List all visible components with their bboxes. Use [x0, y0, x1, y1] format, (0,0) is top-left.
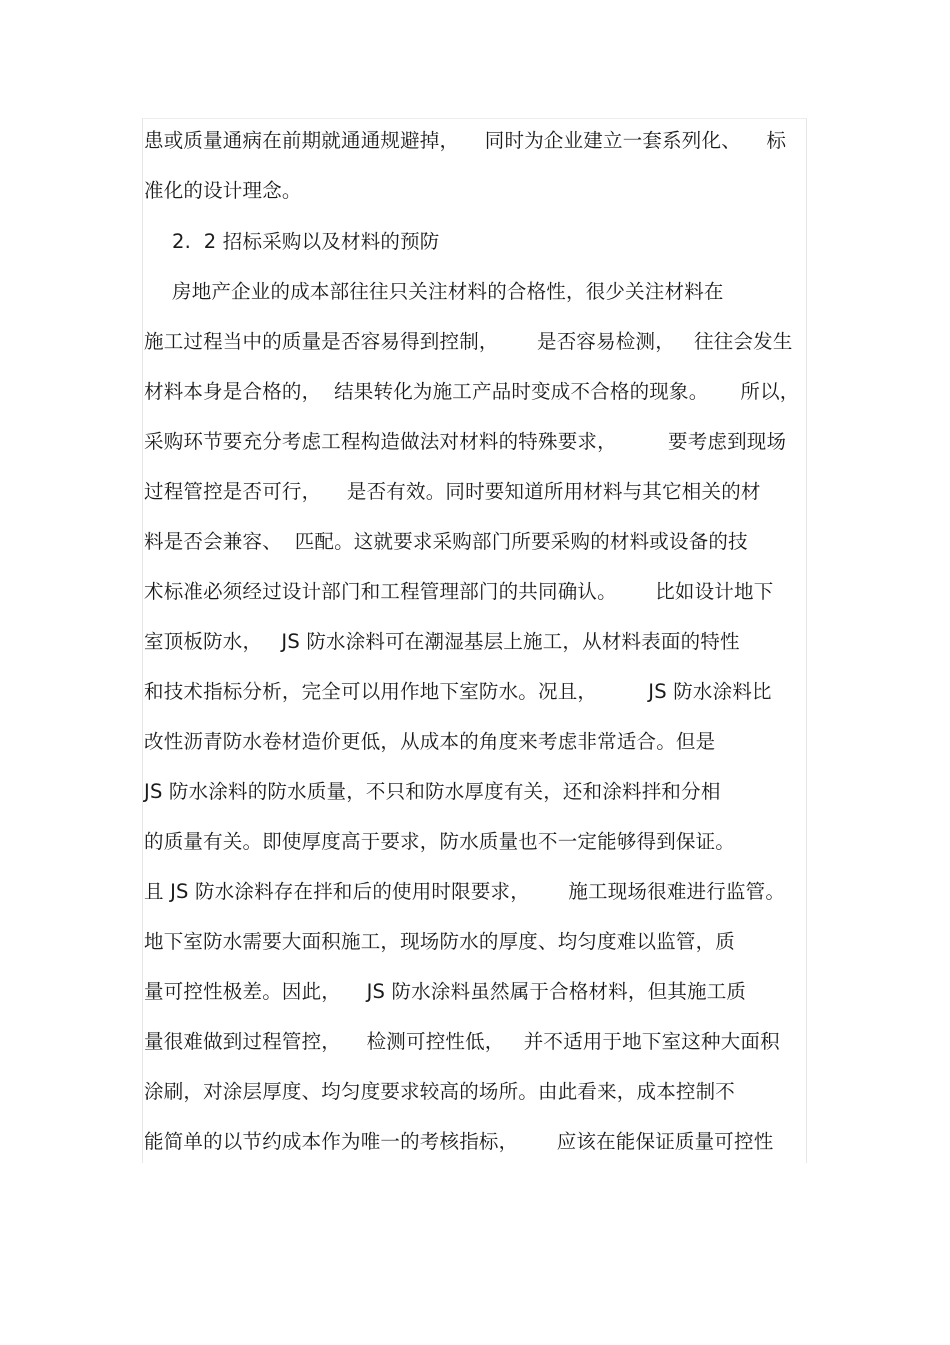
- text-line: 过程管控是否可行， 是否有效。同时要知道所用材料与其它相关的材: [144, 480, 761, 503]
- text-line: 材料本身是合格的， 结果转化为施工产品时变成不合格的现象。 所以，: [144, 380, 800, 403]
- text-line: 地下室防水需要大面积施工，现场防水的厚度、均匀度难以监管，质: [144, 930, 736, 953]
- text-line: 施工过程当中的质量是否容易得到控制， 是否容易检测， 往往会发生: [144, 330, 793, 353]
- text-line: JS 防水涂料的防水质量，不只和防水厚度有关，还和涂料拌和分相: [144, 780, 721, 803]
- text-line: 和技术指标分析，完全可以用作地下室防水。况且， JS 防水涂料比: [144, 680, 772, 703]
- text-line: 料是否会兼容、 匹配。这就要求采购部门所要采购的材料或设备的技: [144, 530, 748, 553]
- text-line: 患或质量通病在前期就通通规避掉， 同时为企业建立一套系列化、 标: [144, 129, 787, 152]
- text-line: 量可控性极差。因此， JS 防水涂料虽然属于合格材料，但其施工质: [144, 980, 747, 1003]
- text-line: 采购环节要充分考虑工程构造做法对材料的特殊要求， 要考虑到现场: [144, 430, 787, 453]
- text-line: 改性沥青防水卷材造价更低，从成本的角度来考虑非常适合。但是: [144, 730, 716, 753]
- text-line: 室顶板防水， JS 防水涂料可在潮湿基层上施工，从材料表面的特性: [144, 630, 740, 653]
- text-line: 能简单的以节约成本作为唯一的考核指标， 应该在能保证质量可控性: [144, 1130, 774, 1153]
- section-heading: 2. 2 招标采购以及材料的预防: [172, 230, 440, 253]
- text-line: 的质量有关。即使厚度高于要求，防水质量也不一定能够得到保证。: [144, 830, 736, 853]
- text-line: 术标准必须经过设计部门和工程管理部门的共同确认。 比如设计地下: [144, 580, 774, 603]
- text-line: 涂刷，对涂层厚度、均匀度要求较高的场所。由此看来，成本控制不: [144, 1080, 736, 1103]
- paragraph-first-line: 房地产企业的成本部往往只关注材料的合格性，很少关注材料在: [172, 280, 724, 303]
- text-line: 量很难做到过程管控， 检测可控性低， 并不适用于地下室这种大面积: [144, 1030, 780, 1053]
- text-line: 准化的设计理念。: [144, 179, 302, 202]
- text-line: 且 JS 防水涂料存在拌和后的使用时限要求， 施工现场很难进行监管。: [144, 880, 786, 903]
